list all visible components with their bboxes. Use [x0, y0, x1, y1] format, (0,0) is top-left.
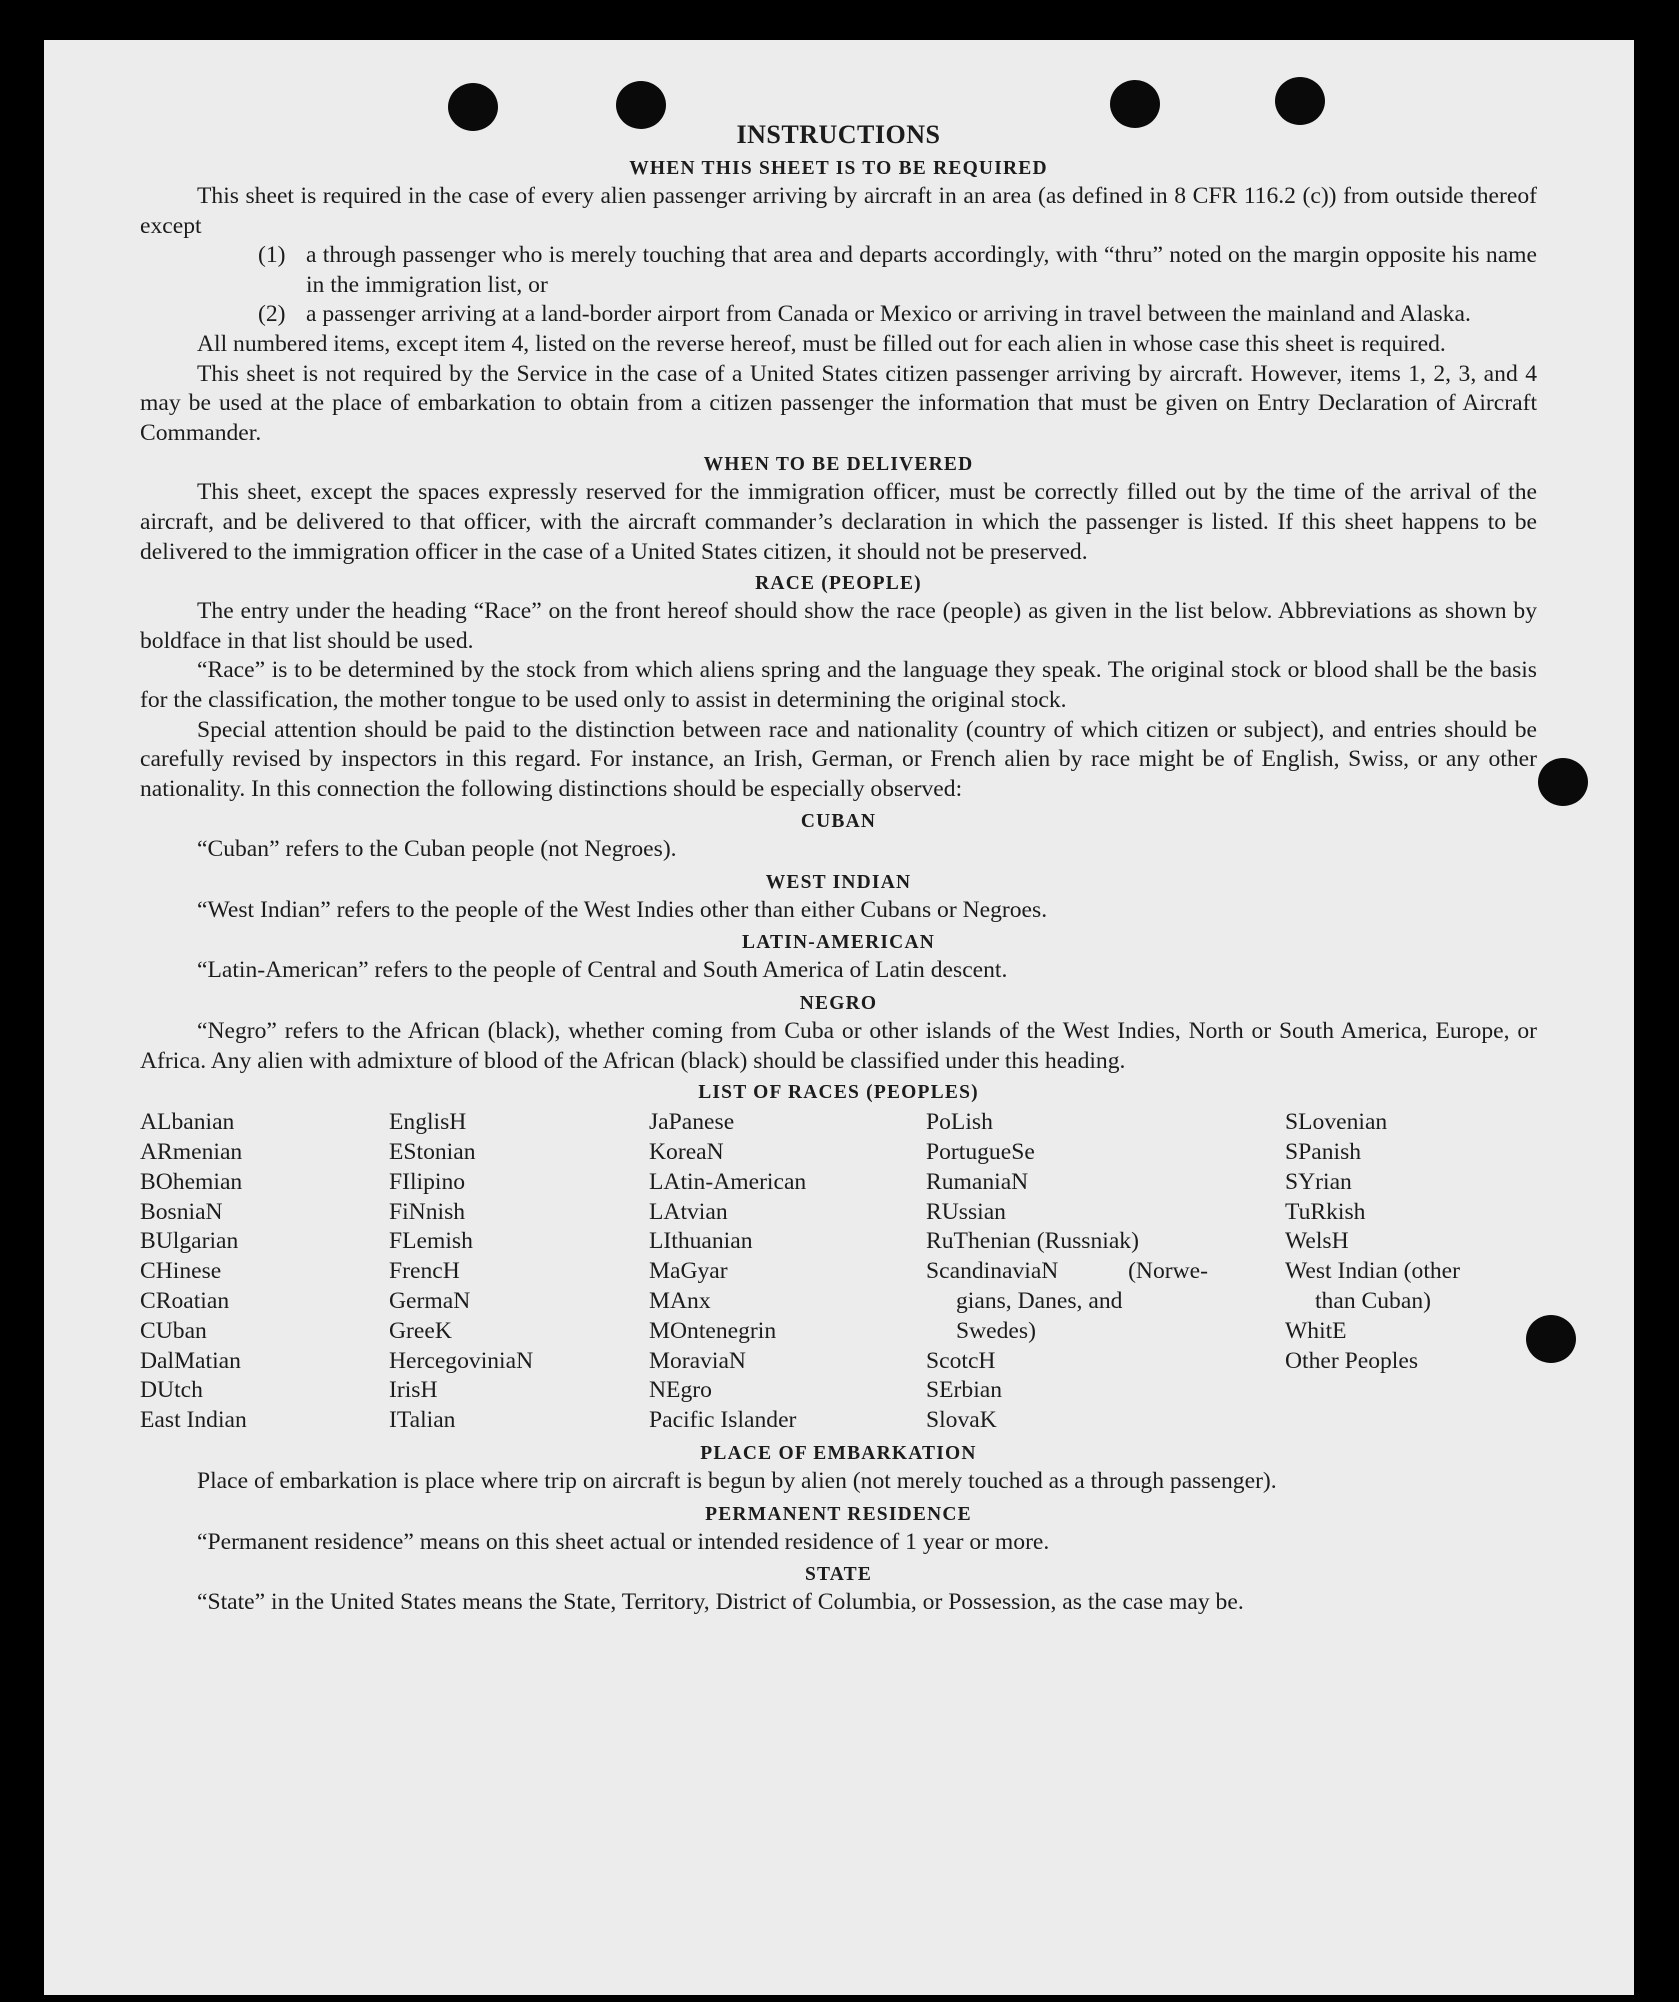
race-entry: ITalian [389, 1407, 456, 1434]
latin-american-text: “Latin-American” refers to the people of Central and South America of Latin descent. [197, 957, 1008, 984]
page-title: INSTRUCTIONS [736, 120, 941, 149]
residence-text: “Permanent residence” means on this sheet actual or intended residence of 1 year or more. [197, 1528, 1050, 1555]
race-paragraph: The entry under the heading “Race” on the front hereof should show the race (people) as given in the list below. Abbreviations as shown by boldface in that list should be used. [140, 598, 1537, 654]
exception-text: a passenger arriving at a land-border airport from Canada or Mexico or arriving in travel between the mainland and Alaska. [306, 301, 1471, 328]
race-paragraph: Special attention should be paid to the distinction between race and nationality (country of which citizen or subject), and entries should be carefully revised by inspectors in this regard. For instance, an Irish, German, or French alien by race might be of English, Swiss, or any other nationality. In this connection the following distinctions should be especially observed: [140, 716, 1537, 802]
section-heading-embarkation: PLACE OF EMBARKATION [700, 1443, 977, 1465]
race-entry: TuRkish [1285, 1198, 1366, 1225]
race-entry: GreeK [389, 1317, 452, 1344]
race-entry: EnglisH [389, 1109, 467, 1136]
required-paragraph: All numbered items, except item 4, listed on the reverse hereof, must be filled out for each alien in whose case this sheet is required. [197, 330, 1446, 357]
race-entry: NEgro [649, 1377, 712, 1404]
required-intro: This sheet is required in the case of every alien passenger arriving by aircraft in an area (as defined in 8 CFR 116.2 (c)) from outside thereof except [140, 183, 1537, 239]
races-column [649, 1108, 926, 1436]
race-entry: FIlipino [389, 1168, 466, 1195]
race-entry: WhitE [1285, 1317, 1347, 1344]
section-heading-residence: PERMANENT RESIDENCE [705, 1503, 972, 1525]
race-entry: PortugueSe [926, 1139, 1035, 1166]
race-entry: MoraviaN [649, 1347, 746, 1374]
race-entry: SErbian [926, 1377, 1003, 1404]
race-entry: LAtvian [649, 1198, 728, 1225]
race-entry-continued: gians, Danes, and Swedes) [956, 1288, 1123, 1344]
race-entry: ScotcH [926, 1347, 996, 1374]
race-entry: FLemish [389, 1228, 473, 1255]
races-column [389, 1108, 649, 1436]
race-entry: MaGyar [649, 1258, 728, 1285]
state-text: “State” in the United States means the State, Territory, District of Columbia, or Possession, as the case may be. [197, 1589, 1244, 1616]
race-entry: RuThenian (Russniak) [926, 1228, 1139, 1255]
race-entry: EStonian [389, 1139, 476, 1166]
cuban-text: “Cuban” refers to the Cuban people (not Negroes). [197, 836, 677, 863]
race-entry: JaPanese [649, 1109, 735, 1136]
race-entry: FrencH [389, 1258, 460, 1285]
race-entry: West Indian (other [1285, 1258, 1460, 1285]
exception-item [140, 300, 1537, 330]
race-entry: ScandinaviaN (Norwe- [926, 1258, 1208, 1285]
document-page [44, 40, 1634, 1995]
negro-text: “Negro” refers to the African (black), whether coming from Cuba or other islands of the West Indies, North or South America, Europe, or Africa. Any alien with admixture of blood of the African (black) should be classified under this heading. [140, 1018, 1537, 1074]
delivered-text: This sheet, except the spaces expressly reserved for the immigration officer, must be correctly filled out by the time of the arrival of the aircraft, and be delivered to that officer, with the aircraft commander’s declaration in which the passenger is listed. If this sheet happens to be delivered to the immigration officer in the case of a United States citizen, it should not be preserved. [140, 479, 1537, 565]
race-entry: ARmenian [140, 1139, 243, 1166]
exception-number: (2) [258, 301, 286, 328]
race-entry: PoLish [926, 1109, 993, 1136]
race-entry: SLovenian [1285, 1109, 1388, 1136]
race-entry: HercegoviniaN [389, 1347, 534, 1374]
race-entry: CRoatian [140, 1288, 230, 1315]
race-entry: RumaniaN [926, 1168, 1029, 1195]
exception-item [140, 241, 1537, 300]
exception-number: (1) [258, 242, 286, 269]
race-entry: SYrian [1285, 1168, 1352, 1195]
race-entry: BosniaN [140, 1198, 223, 1225]
race-entry: Pacific Islander [649, 1407, 797, 1434]
section-heading-negro: NEGRO [799, 993, 878, 1015]
required-paragraph: This sheet is not required by the Service in the case of a United States citizen passenger arriving by aircraft. However, items 1, 2, 3, and 4 may be used at the place of embarkation to obtain from a citizen passenger the information that must be given on Entry Declaration of Aircraft Commander. [140, 360, 1537, 446]
race-entry: LIthuanian [649, 1228, 753, 1255]
embarkation-text: Place of embarkation is place where trip on aircraft is begun by alien (not merely touched as a through passenger). [197, 1468, 1277, 1495]
races-column [926, 1108, 1208, 1436]
race-entry: SlovaK [926, 1407, 997, 1434]
section-heading-latin-american: LATIN-AMERICAN [741, 932, 936, 954]
races-column [140, 1108, 389, 1436]
punch-hole [1538, 758, 1588, 806]
races-column [1285, 1108, 1614, 1436]
exception-text: a through passenger who is merely touching that area and departs accordingly, with “thru” noted on the margin opposite his name in the immigration list, or [306, 242, 1537, 298]
race-entry: GermaN [389, 1288, 471, 1315]
instructions-content [140, 118, 1537, 1618]
race-entry-continued: than Cuban) [1315, 1288, 1431, 1315]
section-heading-west-indian: WEST INDIAN [765, 871, 912, 893]
section-heading-state: STATE [804, 1564, 873, 1586]
race-entry: DalMatian [140, 1347, 241, 1374]
race-paragraph: “Race” is to be determined by the stock from which aliens spring and the language they speak. The original stock or blood shall be the basis for the classification, the mother tongue to be used only to assist in determining the original stock. [140, 657, 1537, 713]
race-entry: BOhemian [140, 1168, 243, 1195]
race-entry: MAnx [649, 1288, 711, 1315]
race-entry: MOntenegrin [649, 1317, 777, 1344]
section-heading-delivered: WHEN TO BE DELIVERED [703, 454, 974, 476]
race-entry: FiNnish [389, 1198, 466, 1225]
race-entry: RUssian [926, 1198, 1006, 1225]
race-entry: CHinese [140, 1258, 222, 1285]
west-indian-text: “West Indian” refers to the people of the West Indies other than either Cubans or Negroes. [197, 896, 1048, 923]
race-entry: KoreaN [649, 1139, 724, 1166]
race-entry: CUban [140, 1317, 207, 1344]
race-entry: DUtch [140, 1377, 203, 1404]
race-entry: Other Peoples [1285, 1347, 1419, 1374]
section-heading-required: WHEN THIS SHEET IS TO BE REQUIRED [629, 158, 1048, 179]
section-heading-race: RACE (PEOPLE) [755, 573, 922, 595]
section-heading-races-list: LIST OF RACES (PEOPLES) [698, 1082, 979, 1104]
race-entry: IrisH [389, 1377, 438, 1404]
section-heading-cuban: CUBAN [800, 811, 877, 833]
race-entry: East Indian [140, 1407, 247, 1434]
race-entry: WelsH [1285, 1228, 1349, 1255]
race-entry: ALbanian [140, 1109, 235, 1136]
race-entry: SPanish [1285, 1139, 1362, 1166]
race-entry: LAtin-American [649, 1168, 807, 1195]
race-entry: BUlgarian [140, 1228, 239, 1255]
races-list [140, 1108, 1537, 1436]
